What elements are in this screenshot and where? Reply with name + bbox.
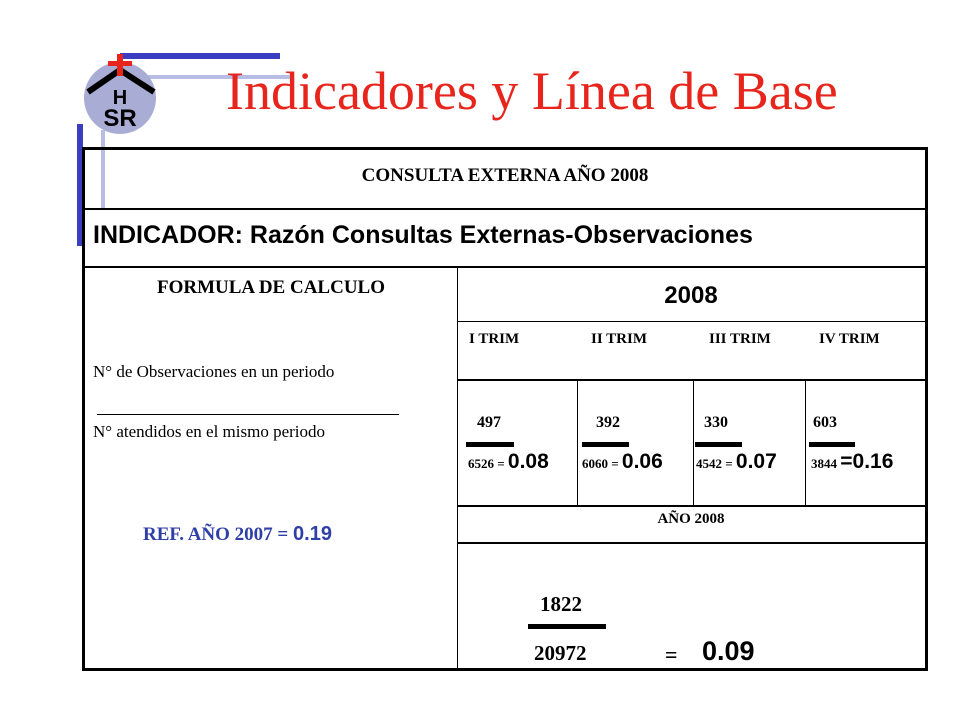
quarter-denominator: 3844	[811, 456, 837, 471]
column-divider	[693, 379, 694, 505]
reference-value	[143, 523, 332, 546]
hospital-logo	[80, 52, 164, 136]
formula-fraction-line	[97, 414, 399, 415]
logo-text-h: H	[112, 87, 128, 109]
annual-header: AÑO 2008	[657, 511, 725, 527]
quarter-result	[468, 450, 549, 474]
annual-fraction-bar	[528, 624, 606, 629]
formula-denominator: N° atendidos en el mismo periodo	[93, 422, 326, 441]
quarter-numerator: 603	[813, 414, 837, 431]
quarter-result	[582, 450, 663, 474]
row-divider	[85, 208, 925, 210]
quarter-label: III TRIM	[709, 331, 771, 347]
quarter-numerator: 497	[477, 414, 501, 431]
quarter-numerator: 392	[596, 414, 620, 431]
annual-denominator: 20972	[534, 641, 587, 665]
quarter-ratio: 0.08	[507, 450, 549, 473]
row-divider	[457, 379, 925, 381]
annual-numerator: 1822	[540, 592, 582, 616]
consulta-header: CONSULTA EXTERNA AÑO 2008	[361, 165, 649, 186]
fraction-bar	[466, 442, 514, 447]
logo-cross-h	[108, 61, 132, 66]
row-divider	[457, 321, 925, 322]
column-divider	[457, 266, 458, 668]
fraction-bar	[809, 442, 855, 447]
quarter-numerator: 330	[704, 414, 728, 431]
column-divider	[805, 379, 806, 505]
row-divider	[457, 505, 925, 507]
logo-text-sr: SR	[103, 105, 137, 132]
quarter-denominator: 4542 =	[696, 456, 733, 471]
reference-number: 0.19	[293, 523, 332, 545]
quarter-label: IV TRIM	[819, 331, 880, 347]
quarter-label: II TRIM	[591, 331, 647, 347]
fraction-bar	[582, 442, 629, 447]
quarter-ratio: 0.07	[735, 450, 777, 473]
row-divider	[85, 266, 925, 268]
page-title: Indicadores y Línea de Base	[226, 61, 838, 121]
annual-ratio: 0.09	[702, 636, 755, 666]
quarter-label: I TRIM	[469, 331, 520, 347]
year-header: 2008	[664, 282, 718, 309]
formula-numerator: N° de Observaciones en un periodo	[93, 362, 335, 381]
row-divider	[457, 542, 925, 544]
column-divider	[577, 379, 578, 505]
quarter-ratio: 0.06	[621, 450, 663, 473]
quarter-result	[811, 450, 893, 474]
quarter-denominator: 6060 =	[582, 456, 619, 471]
quarter-result	[696, 450, 777, 474]
indicator-table	[82, 147, 928, 671]
quarter-ratio: =0.16	[840, 450, 894, 473]
reference-label: REF. AÑO 2007 =	[143, 524, 294, 545]
indicator-title: INDICADOR: Razón Consultas Externas-Observaciones	[93, 221, 753, 249]
quarter-denominator: 6526 =	[468, 456, 505, 471]
formula-header: FORMULA DE CALCULO	[156, 277, 385, 298]
annual-equals: =	[665, 642, 678, 667]
fraction-bar	[695, 442, 742, 447]
